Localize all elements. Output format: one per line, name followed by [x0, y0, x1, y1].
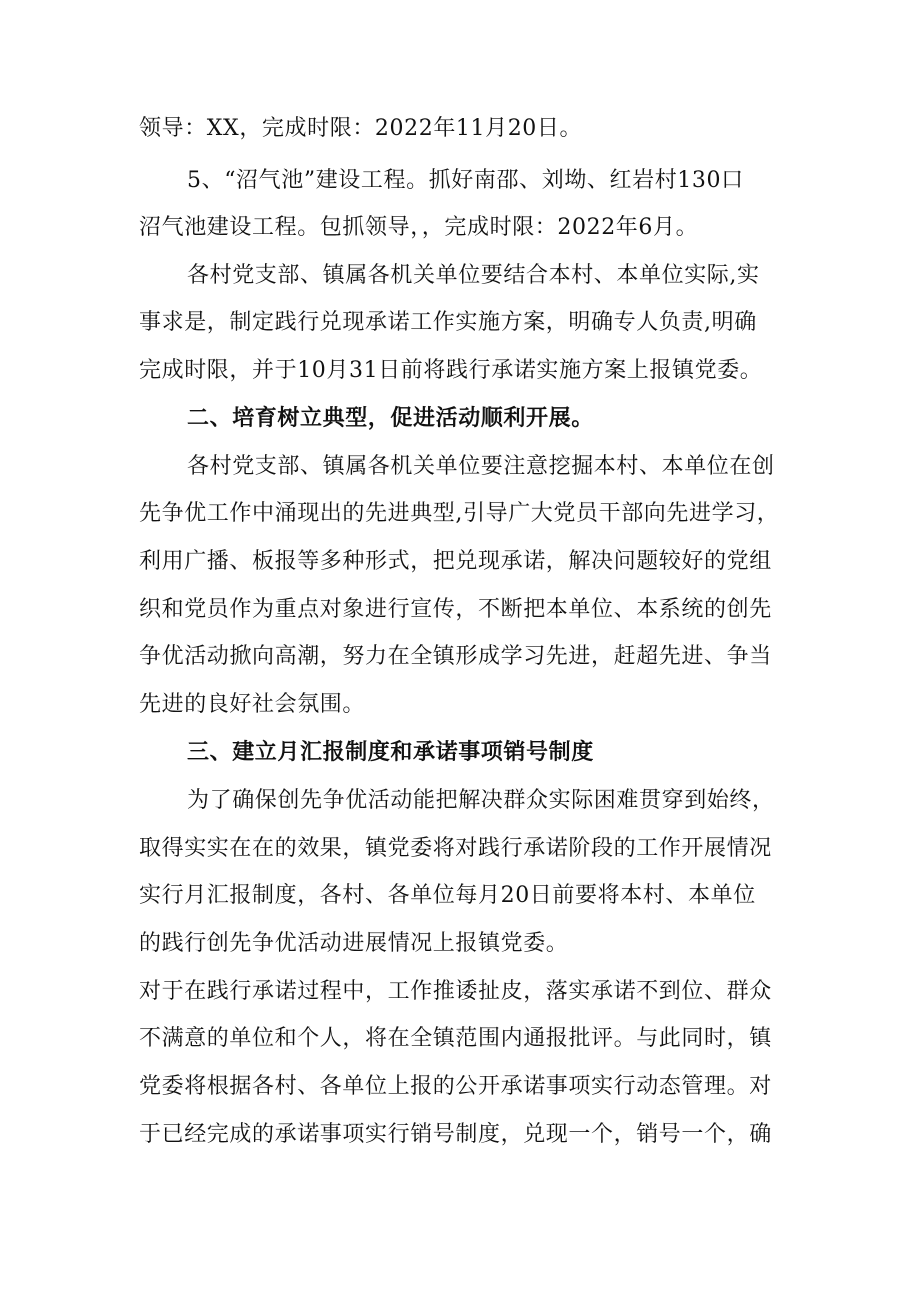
section-heading-2: 二、培育树立典型，促进活动顺利开展。 [187, 406, 594, 431]
text-line: 沼气池建设工程。包抓领导，，完成时限：2022年6月。 [139, 215, 699, 240]
text-line: 取得实实在在的效果，镇党委将对践行承诺阶段的工作开展情况 [139, 836, 772, 861]
text-line: 完成时限，并于10月31日前将践行承诺实施方案上报镇党委。 [139, 358, 763, 383]
text-line: 的践行创先争优活动进展情况上报镇党委。 [139, 931, 569, 956]
text-line: 5、“沼气池”建设工程。抓好南邵、刘坳、红岩村130口 [187, 168, 744, 193]
text-line: 事求是，制定践行兑现承诺工作实施方案，明确专人负责,明确 [139, 310, 757, 335]
paragraph-start: 为了确保创先争优活动能把解决群众实际困难贯穿到始终， [187, 788, 775, 813]
text-line: 织和党员作为重点对象进行宣传，不断把本单位、本系统的创先 [139, 597, 772, 622]
text-line: 争优活动掀向高潮，努力在全镇形成学习先进，赶超先进、争当 [139, 644, 772, 669]
text-line: 利用广播、板报等多种形式，把兑现承诺，解决问题较好的党组 [139, 549, 772, 574]
text-line: 于已经完成的承诺事项实行销号制度，兑现一个，销号一个，确 [139, 1122, 772, 1147]
section-heading-3: 三、建立月汇报制度和承诺事项销号制度 [187, 740, 594, 765]
text-line: 党委将根据各村、各单位上报的公开承诺事项实行动态管理。对 [139, 1074, 772, 1099]
text-line: 实行月汇报制度，各村、各单位每月20日前要将本村、本单位 [139, 883, 756, 908]
paragraph-start: 各村党支部、镇属各机关单位要注意挖掘本村、本单位在创 [187, 454, 775, 479]
paragraph-start: 对于在践行承诺过程中，工作推诿扯皮，落实承诺不到位、群众 [139, 979, 772, 1004]
text-line: 先争优工作中涌现出的先进典型,引导广大党员干部向先进学习， [139, 501, 780, 526]
paragraph-start: 各村党支部、镇属各机关单位要结合本村、本单位实际,实 [187, 263, 760, 288]
text-line: 领导：XX，完成时限：2022年11月20日。 [139, 116, 583, 141]
text-line: 先进的良好社会氛围。 [139, 692, 366, 717]
text-line: 不满意的单位和个人，将在全镇范围内通报批评。与此同时，镇 [139, 1026, 772, 1051]
